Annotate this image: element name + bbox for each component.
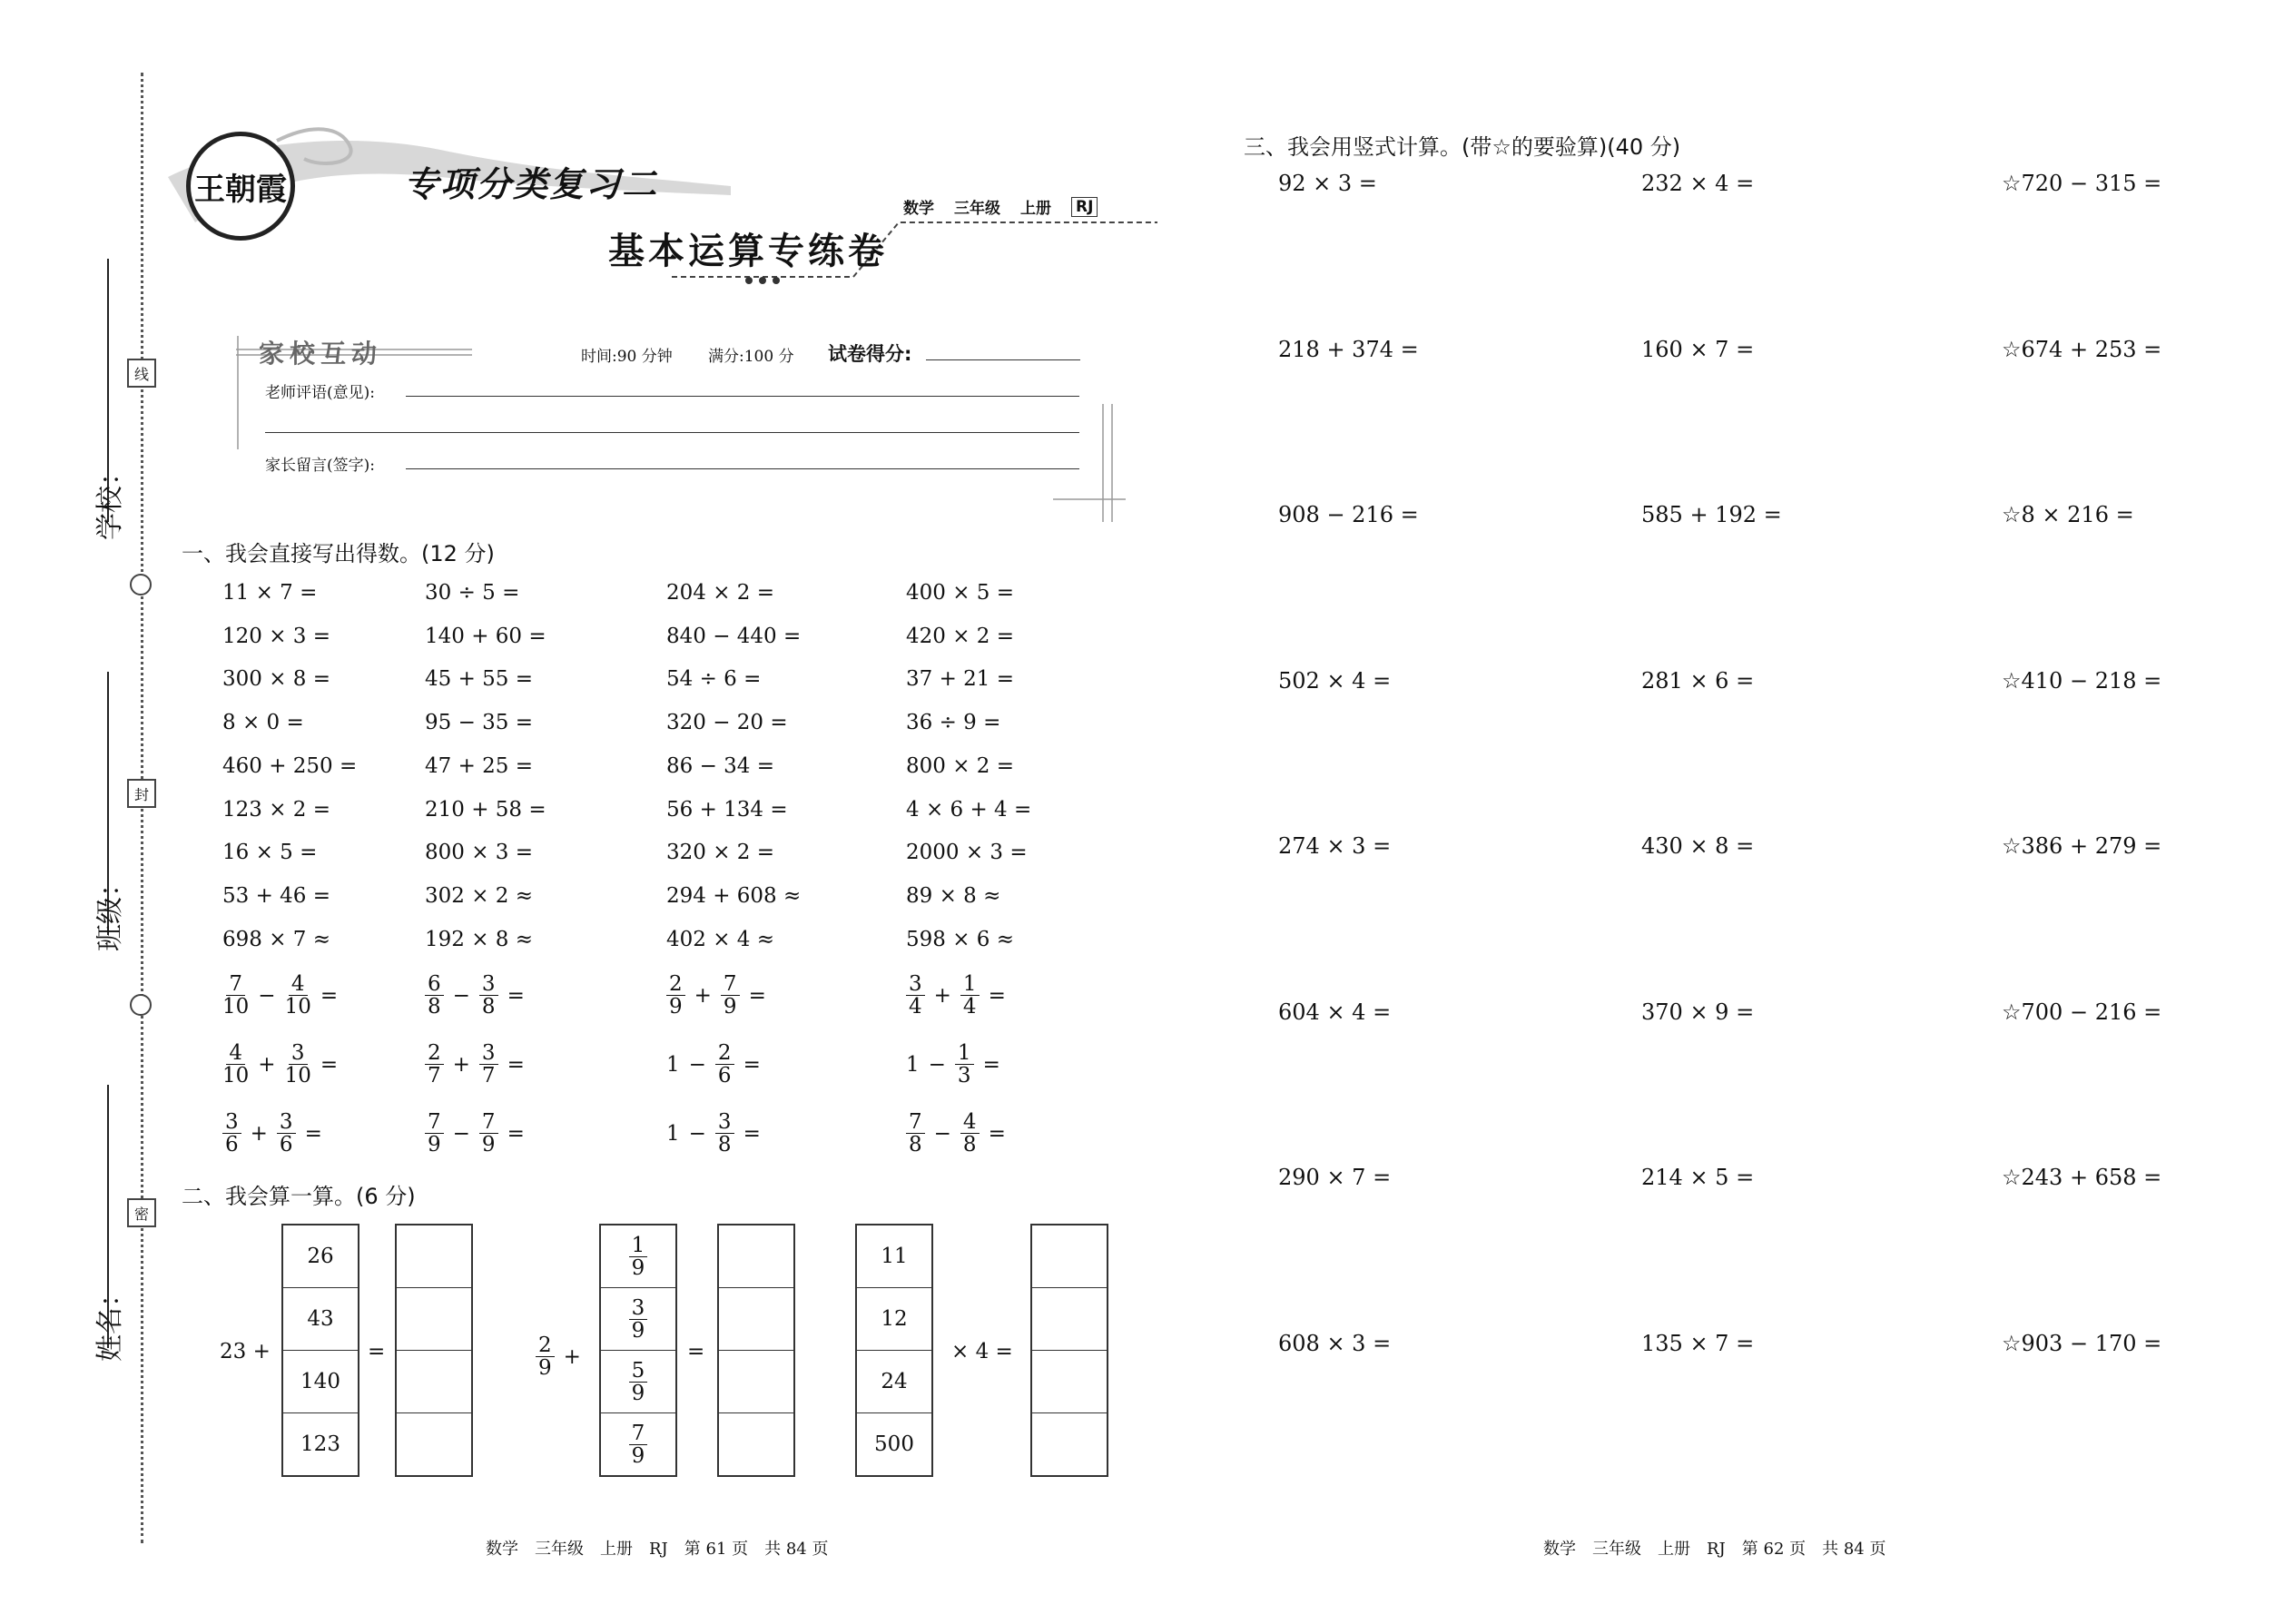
problem-r3-c4: 37 + 21 = [906, 667, 1015, 692]
numerator: 2 [425, 1042, 444, 1065]
seal-secret: 密 [127, 1198, 156, 1227]
operator: + [258, 1052, 276, 1077]
parent-comment-field[interactable] [406, 468, 1079, 469]
t1-answer-column[interactable] [395, 1224, 473, 1477]
vertical-problem-r5-c1: 274 × 3 = [1278, 833, 1392, 859]
fraction [715, 1111, 734, 1156]
numerator: 3 [479, 973, 498, 996]
numerator: 1 [960, 973, 980, 996]
school-label: 学校： [94, 458, 126, 540]
denominator: 8 [909, 1133, 922, 1156]
denominator: 6 [225, 1133, 239, 1156]
plus-sign: + [563, 1344, 581, 1369]
numerator: 4 [226, 1042, 245, 1065]
operator: + [250, 1121, 268, 1146]
vertical-problem-r6-c1: 604 × 4 = [1278, 999, 1392, 1025]
section3-heading: 三、我会用竖式计算。(带☆的要验算)(40 分) [1244, 134, 1681, 160]
table-cell[interactable] [1032, 1225, 1107, 1288]
problem-r5-c1: 460 + 250 = [222, 753, 358, 778]
problem-r4-c1: 8 × 0 = [222, 711, 304, 735]
problem-r2-c3: 840 − 440 = [666, 624, 802, 648]
fraction [715, 1042, 734, 1087]
class-label: 班级： [94, 870, 126, 951]
section-home-school: 家校互动 [259, 339, 383, 369]
denominator: 9 [428, 1133, 441, 1156]
operator: − [688, 1121, 706, 1146]
numerator: 3 [479, 1042, 498, 1065]
denominator: 10 [222, 995, 250, 1019]
binding-dotted-line [141, 73, 143, 1543]
denominator: 9 [723, 995, 737, 1019]
numerator: 3 [289, 1042, 308, 1065]
section1-heading: 一、我会直接写出得数。(12 分) [182, 541, 495, 566]
vertical-problem-r8-c2: 135 × 7 = [1641, 1330, 1755, 1356]
vertical-problem-r5-c2: 430 × 8 = [1641, 833, 1755, 859]
vertical-problem-r4-c1: 502 × 4 = [1278, 667, 1392, 694]
table-cell[interactable] [1032, 1413, 1107, 1475]
operator: + [933, 983, 951, 1008]
numerator: 1 [955, 1042, 974, 1065]
operator: − [452, 1121, 470, 1146]
denominator: 6 [279, 1133, 293, 1156]
fraction-problem-r3-c4 [906, 1111, 1006, 1156]
problem-r7-c4: 2000 × 3 = [906, 841, 1028, 865]
t3-operand-column [855, 1224, 933, 1477]
time-info: 时间:90 分钟 [581, 348, 673, 366]
fraction [629, 1297, 648, 1342]
t1-prefix: 23 + [220, 1340, 271, 1363]
t2-answer-column[interactable] [717, 1224, 795, 1477]
denominator: 10 [284, 1064, 311, 1088]
table-cell: 500 [874, 1432, 914, 1456]
denominator: 3 [957, 1064, 971, 1088]
table-cell: 12 [857, 1288, 931, 1351]
equals-sign: = [982, 1052, 1000, 1077]
vertical-problem-r8-c1: 608 × 3 = [1278, 1330, 1392, 1356]
table-cell: 26 [283, 1225, 358, 1288]
equals-sign: = [507, 1052, 525, 1077]
fraction-problem-r1-c3 [666, 973, 766, 1018]
footer-left: 数学 三年级 上册 RJ 第 61 页 共 84 页 [486, 1540, 829, 1559]
t3-suffix: × 4 = [951, 1340, 1013, 1363]
numerator: 3 [222, 1111, 241, 1134]
fraction [479, 1042, 498, 1087]
seal-line: 线 [127, 359, 156, 388]
operator: − [933, 1121, 951, 1146]
equals-sign: = [507, 1121, 525, 1146]
fraction [425, 973, 444, 1018]
problem-r3-c1: 300 × 8 = [222, 667, 331, 692]
problem-r8-c4: 89 × 8 ≈ [906, 883, 1001, 908]
numerator: 2 [666, 973, 685, 996]
footer-right: 数学 三年级 上册 RJ 第 62 页 共 84 页 [1543, 1540, 1886, 1559]
equals-sign: = [743, 1121, 761, 1146]
numerator: 4 [289, 973, 308, 996]
operator: + [452, 1052, 470, 1077]
tag-volume: 上册 [1020, 200, 1051, 218]
vertical-problem-r3-c3: ☆8 × 216 = [2002, 502, 2134, 527]
table-cell[interactable] [397, 1225, 471, 1288]
fraction-problem-r2-c1 [222, 1042, 338, 1087]
tag-edition: RJ [1071, 197, 1098, 217]
section2-heading: 二、我会算一算。(6 分) [182, 1184, 416, 1209]
fraction-problem-r1-c4 [906, 973, 1006, 1018]
fraction-problem-r3-c1 [222, 1111, 322, 1156]
t2-prefix [536, 1334, 581, 1379]
fraction-problem-r1-c2 [425, 973, 525, 1018]
table-cell [601, 1351, 675, 1413]
denominator: 8 [962, 1133, 977, 1156]
t2-prefix-fraction [536, 1334, 555, 1379]
problem-r7-c1: 16 × 5 = [222, 841, 318, 865]
denominator: 9 [481, 1133, 496, 1156]
denominator: 9 [631, 1255, 645, 1280]
table-cell [601, 1225, 675, 1288]
table-cell[interactable] [719, 1351, 793, 1413]
numerator: 4 [960, 1111, 980, 1134]
vertical-problem-r3-c2: 585 + 192 = [1641, 502, 1782, 527]
table-cell[interactable] [1032, 1288, 1107, 1351]
numerator: 1 [629, 1235, 648, 1257]
fraction-problem-r1-c1 [222, 973, 338, 1018]
problem-r6-c3: 56 + 134 = [666, 797, 788, 822]
problem-r9-c3: 402 × 4 ≈ [666, 927, 775, 951]
fraction [222, 1042, 249, 1087]
denominator: 8 [481, 995, 496, 1019]
numerator: 7 [226, 973, 245, 996]
vertical-problem-r6-c3: ☆700 − 216 = [2002, 999, 2162, 1025]
equals-sign: = [320, 1052, 339, 1077]
fraction [629, 1360, 648, 1404]
whole-number: 1 [666, 1052, 680, 1077]
fraction [960, 1111, 980, 1156]
score-label: 试卷得分: [828, 343, 912, 365]
numerator: 3 [277, 1111, 296, 1134]
problem-r5-c2: 47 + 25 = [425, 753, 534, 778]
fraction [425, 1111, 444, 1156]
problem-r6-c2: 210 + 58 = [425, 797, 546, 822]
table-cell: 24 [857, 1351, 931, 1413]
teacher-comment-field-2[interactable] [265, 432, 1079, 433]
name-label: 姓名： [94, 1280, 126, 1362]
fraction [955, 1042, 974, 1087]
whole-number: 1 [666, 1121, 680, 1146]
table-cell[interactable] [397, 1413, 471, 1475]
equals-sign: = [304, 1121, 322, 1146]
table-cell[interactable] [397, 1351, 471, 1413]
problem-r5-c3: 86 − 34 = [666, 753, 775, 778]
score-field[interactable] [926, 359, 1080, 360]
table-cell[interactable] [719, 1413, 793, 1475]
whole-number: 1 [906, 1052, 920, 1077]
vertical-problem-r1-c1: 92 × 3 = [1278, 171, 1377, 196]
equals-sign: = [988, 1121, 1006, 1146]
table-cell [601, 1288, 675, 1351]
numerator: 7 [721, 973, 740, 996]
fraction [425, 1042, 444, 1087]
operator: − [688, 1052, 706, 1077]
numerator: 3 [906, 973, 925, 996]
table-cell[interactable] [397, 1288, 471, 1351]
vertical-problem-r7-c2: 214 × 5 = [1641, 1165, 1755, 1190]
equals-sign: = [743, 1052, 761, 1077]
table-cell: 11 [857, 1225, 931, 1288]
operator: − [258, 983, 276, 1008]
denominator: 9 [631, 1443, 645, 1468]
problem-r3-c2: 45 + 55 = [425, 667, 534, 692]
t2-operand-column [599, 1224, 677, 1477]
vertical-problem-r1-c2: 232 × 4 = [1641, 171, 1755, 196]
table-cell[interactable] [719, 1288, 793, 1351]
fraction [906, 1111, 925, 1156]
numerator: 2 [536, 1334, 555, 1357]
vertical-problem-r3-c1: 908 − 216 = [1278, 502, 1419, 527]
problem-r7-c3: 320 × 2 = [666, 841, 775, 865]
t1-operand-column [281, 1224, 359, 1477]
tag-subject: 数学 [903, 200, 934, 218]
problem-r8-c1: 53 + 46 = [222, 883, 331, 908]
problem-r8-c2: 302 × 2 ≈ [425, 883, 534, 908]
fraction [222, 1111, 241, 1156]
numerator: 7 [479, 1111, 498, 1134]
problem-r4-c4: 36 ÷ 9 = [906, 711, 1001, 735]
denominator: 7 [481, 1064, 496, 1088]
fraction [629, 1422, 648, 1467]
numerator: 3 [715, 1111, 734, 1134]
equals-sign: = [507, 983, 525, 1008]
binding-hole-icon [130, 994, 152, 1016]
problem-r1-c3: 204 × 2 = [666, 581, 775, 605]
fraction [285, 973, 311, 1018]
denominator: 9 [538, 1356, 552, 1380]
brand-logo [186, 132, 295, 241]
binding-hole-icon [130, 574, 152, 595]
parent-comment-label: 家长留言(签字): [265, 457, 375, 475]
vertical-problem-r8-c3: ☆903 − 170 = [2002, 1330, 2162, 1356]
denominator: 8 [717, 1133, 732, 1156]
problem-r5-c4: 800 × 2 = [906, 753, 1015, 778]
problem-r2-c1: 120 × 3 = [222, 624, 331, 648]
problem-r1-c1: 11 × 7 = [222, 581, 318, 605]
problem-r6-c1: 123 × 2 = [222, 797, 331, 822]
fraction [277, 1111, 296, 1156]
t2-equals: = [687, 1340, 705, 1363]
table-cell: 43 [283, 1288, 358, 1351]
vertical-problem-r1-c3: ☆720 − 315 = [2002, 171, 2162, 196]
table-cell [601, 1413, 675, 1475]
page-title: 基本运算专练卷 [608, 230, 888, 272]
page-subtitle: 专项分类复习二 [404, 164, 659, 204]
table-cell[interactable] [1032, 1351, 1107, 1413]
operator: − [452, 983, 470, 1008]
problem-r9-c4: 598 × 6 ≈ [906, 927, 1015, 951]
logo-text: 王朝霞 [194, 171, 287, 208]
vertical-problem-r5-c3: ☆386 + 279 = [2002, 833, 2162, 859]
vertical-problem-r7-c3: ☆243 + 658 = [2002, 1165, 2162, 1190]
teacher-comment-field[interactable] [406, 396, 1079, 397]
fraction [479, 1111, 498, 1156]
fraction-problem-r3-c2 [425, 1111, 525, 1156]
fraction [285, 1042, 311, 1087]
operator: − [928, 1052, 946, 1077]
fraction [222, 973, 249, 1018]
vertical-problem-r2-c2: 160 × 7 = [1641, 336, 1755, 362]
numerator: 3 [629, 1297, 648, 1320]
denominator: 9 [631, 1318, 645, 1343]
vertical-problem-r4-c2: 281 × 6 = [1641, 667, 1755, 694]
equals-sign: = [320, 983, 339, 1008]
fraction [721, 973, 740, 1018]
problem-r1-c2: 30 ÷ 5 = [425, 581, 520, 605]
fraction [906, 973, 925, 1018]
fraction [479, 973, 498, 1018]
denominator: 10 [284, 995, 311, 1019]
t3-answer-column[interactable] [1030, 1224, 1108, 1477]
fraction-problem-r2-c3 [666, 1042, 761, 1087]
table-cell[interactable] [719, 1225, 793, 1288]
vertical-problem-r6-c2: 370 × 9 = [1641, 999, 1755, 1025]
numerator: 7 [906, 1111, 925, 1134]
problem-r2-c4: 420 × 2 = [906, 624, 1015, 648]
numerator: 5 [629, 1360, 648, 1383]
problem-r4-c3: 320 − 20 = [666, 711, 788, 735]
fraction-problem-r3-c3 [666, 1111, 761, 1156]
fraction-problem-r2-c2 [425, 1042, 525, 1087]
problem-r3-c3: 54 ÷ 6 = [666, 667, 762, 692]
denominator: 7 [428, 1064, 441, 1088]
seal-seal: 封 [127, 779, 156, 808]
problem-r1-c4: 400 × 5 = [906, 581, 1015, 605]
problem-r9-c2: 192 × 8 ≈ [425, 927, 534, 951]
denominator: 10 [222, 1064, 250, 1088]
problem-r4-c2: 95 − 35 = [425, 711, 534, 735]
numerator: 6 [425, 973, 444, 996]
problem-r2-c2: 140 + 60 = [425, 624, 546, 648]
vertical-problem-r2-c3: ☆674 + 253 = [2002, 336, 2162, 362]
numerator: 2 [715, 1042, 734, 1065]
teacher-comment-label: 老师评语(意见): [265, 384, 375, 402]
denominator: 8 [428, 995, 441, 1019]
denominator: 9 [669, 995, 683, 1019]
problem-r6-c4: 4 × 6 + 4 = [906, 797, 1032, 822]
denominator: 6 [717, 1064, 732, 1088]
equals-sign: = [988, 983, 1006, 1008]
vertical-problem-r7-c1: 290 × 7 = [1278, 1165, 1392, 1190]
denominator: 9 [631, 1381, 645, 1405]
operator: + [694, 983, 712, 1008]
fraction [666, 973, 685, 1018]
fraction [629, 1235, 648, 1279]
denominator: 4 [962, 995, 977, 1019]
problem-r8-c3: 294 + 608 ≈ [666, 883, 802, 908]
full-score-info: 满分:100 分 [708, 348, 794, 366]
t1-equals: = [368, 1340, 386, 1363]
numerator: 7 [629, 1422, 648, 1445]
fraction-problem-r2-c4 [906, 1042, 1000, 1087]
vertical-problem-r2-c1: 218 + 374 = [1278, 336, 1419, 362]
tag-grade: 三年级 [954, 200, 1000, 218]
numerator: 7 [425, 1111, 444, 1134]
denominator: 4 [909, 995, 922, 1019]
problem-r9-c1: 698 × 7 ≈ [222, 927, 331, 951]
table-cell: 140 [283, 1351, 358, 1413]
equals-sign: = [748, 983, 766, 1008]
fraction [960, 973, 980, 1018]
problem-r7-c2: 800 × 3 = [425, 841, 534, 865]
table-cell: 123 [300, 1432, 340, 1456]
vertical-problem-r4-c3: ☆410 − 218 = [2002, 667, 2162, 694]
